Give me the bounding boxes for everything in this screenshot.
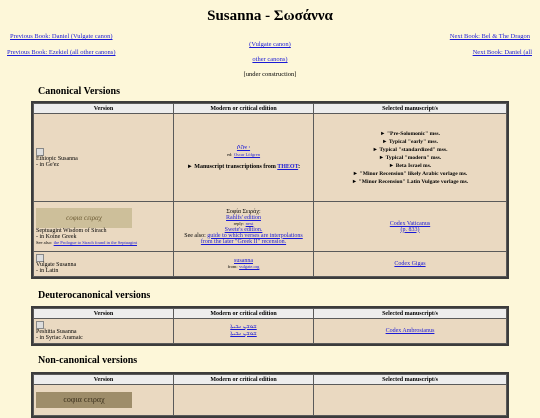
edition-cell bbox=[174, 252, 313, 276]
version-cell bbox=[34, 319, 173, 343]
vulgate-canon-link[interactable]: (Vulgate canon) bbox=[249, 41, 291, 48]
arrow-right-icon: ► bbox=[186, 164, 193, 170]
other-canons-link[interactable]: other canons) bbox=[252, 56, 288, 63]
next-book-daniel-link[interactable]: Next Book: Daniel (all bbox=[472, 49, 532, 56]
transcriptions-label: Manuscript transcriptions from bbox=[194, 164, 276, 170]
table-row bbox=[34, 202, 506, 251]
list-item[interactable] bbox=[316, 179, 504, 185]
section-heading-noncanonical: Non-canonical versions bbox=[38, 355, 138, 366]
arrow-right-icon: ► bbox=[378, 154, 385, 161]
see-also-label: See also: bbox=[36, 239, 53, 245]
header-version: Version bbox=[34, 309, 173, 318]
greek-ii-recension-link[interactable]: from the later "Greek II" recension. bbox=[200, 238, 287, 245]
table-row bbox=[34, 114, 506, 201]
header-version: Version bbox=[34, 104, 173, 113]
peshitta-edition-link[interactable]: ܫܘܫܢ ܢܒܝܬܐ bbox=[230, 324, 257, 330]
ethiopic-edition-link[interactable]: ሶስና ፡ bbox=[236, 145, 251, 151]
edition-cell bbox=[174, 385, 313, 415]
list-item[interactable] bbox=[316, 171, 504, 177]
manuscript-label: "Minor Recension" likely Arabic vorlage ms. bbox=[359, 170, 468, 177]
edition-cell bbox=[174, 202, 313, 251]
header-manuscripts: Selected manuscript/s bbox=[314, 375, 506, 384]
list-item[interactable] bbox=[316, 147, 504, 153]
edition-source-label: ed: bbox=[226, 152, 233, 157]
vulgate-org-link[interactable]: vulgate.org bbox=[239, 264, 260, 269]
manuscript-label: Beta Israel ms. bbox=[395, 162, 432, 169]
broken-image-icon bbox=[36, 148, 44, 156]
codex-vaticanus-link[interactable]: Codex Vaticanus bbox=[389, 220, 431, 227]
manuscript-thumbnail: ϲοφια ϲειραχ bbox=[36, 392, 132, 408]
peshitta-edition-source-link[interactable]: ܫܘܫܢ ܢܒܝܬܐ bbox=[230, 331, 257, 337]
version-language: - in Syriac Aramaic bbox=[36, 335, 83, 341]
reply-label: reply: bbox=[233, 220, 245, 226]
swete-link[interactable]: Swete's edition. bbox=[224, 226, 263, 233]
section-heading-deuterocanonical: Deuterocanonical versions bbox=[38, 290, 151, 301]
header-manuscripts: Selected manuscript/s bbox=[314, 104, 506, 113]
version-cell bbox=[34, 252, 173, 276]
arrow-right-icon: ► bbox=[380, 130, 386, 137]
arrow-right-icon: ► bbox=[381, 138, 388, 145]
codex-gigas-link[interactable]: Codex Gigas bbox=[394, 261, 426, 267]
broken-image-icon bbox=[36, 254, 44, 262]
manuscript-label: Typical "standardized" mss. bbox=[379, 146, 448, 153]
list-item[interactable] bbox=[316, 139, 504, 145]
codex-vaticanus-page-link[interactable]: (p. 833) bbox=[400, 226, 420, 233]
version-name: Septuagint Wisdom of Sirach bbox=[36, 227, 107, 234]
arrow-right-icon: ► bbox=[372, 146, 379, 153]
manuscripts-cell bbox=[314, 114, 506, 201]
list-item[interactable] bbox=[316, 131, 504, 137]
edition-from-label: from: bbox=[227, 264, 238, 269]
edition-title: Σοφία Σειράχ: bbox=[226, 208, 261, 215]
arrow-right-icon: ► bbox=[352, 170, 359, 177]
rahlfs-link[interactable]: Rahlfs' edition bbox=[226, 214, 261, 221]
page-title: Susanna - Σωσάννα bbox=[207, 8, 333, 24]
header-version: Version bbox=[34, 375, 173, 384]
list-item[interactable] bbox=[316, 155, 504, 161]
under-construction-note: [under construction] bbox=[243, 71, 297, 78]
manuscripts-cell bbox=[314, 385, 506, 415]
version-language: - in Ge'ez bbox=[36, 161, 60, 168]
header-edition: Modern or critical edition bbox=[174, 104, 313, 113]
manuscripts-cell bbox=[314, 202, 506, 251]
table-row bbox=[34, 252, 506, 276]
arrow-right-icon: ► bbox=[388, 162, 395, 169]
noncanonical-versions-table bbox=[31, 372, 509, 418]
prev-book-daniel-link[interactable]: Previous Book: Daniel (Vulgate canon) bbox=[10, 33, 113, 40]
interpolations-guide-link[interactable]: guide to which verses are interpolations bbox=[207, 232, 303, 239]
see-also-edition-label: See also: bbox=[184, 232, 206, 239]
header-manuscripts: Selected manuscript/s bbox=[314, 309, 506, 318]
edition-source-link[interactable]: Oscar Löfgren bbox=[233, 152, 261, 157]
next-book-bel-link[interactable]: Next Book: Bel & The Dragon bbox=[449, 33, 530, 40]
edition-cell bbox=[174, 319, 313, 343]
header-edition: Modern or critical edition bbox=[174, 309, 313, 318]
manuscripts-cell bbox=[314, 252, 506, 276]
version-name: Vulgate Susanna bbox=[36, 262, 77, 268]
prev-book-ezekiel-link[interactable]: Previous Book: Ezekiel (all other canons) bbox=[7, 49, 116, 56]
version-language: - in Latin bbox=[36, 268, 59, 274]
manuscript-label: "Pre-Solomonic" mss. bbox=[386, 130, 440, 137]
manuscript-label: Typical "modern" mss. bbox=[385, 154, 442, 161]
version-name: Peshitta Susanna bbox=[36, 329, 77, 335]
version-name: Ethiopic Susanna bbox=[36, 155, 78, 162]
canonical-versions-table bbox=[31, 101, 509, 279]
version-cell bbox=[34, 202, 173, 251]
section-heading-canonical: Canonical Versions bbox=[38, 86, 120, 97]
broken-image-icon bbox=[36, 321, 44, 329]
codex-ambrosianus-link[interactable]: Codex Ambrosianus bbox=[385, 328, 435, 334]
manuscript-thumbnail: ϲοφια ϲειραχ bbox=[36, 208, 132, 228]
version-cell bbox=[34, 385, 173, 415]
table-row bbox=[34, 319, 506, 343]
edition-cell bbox=[174, 114, 313, 201]
reply-link[interactable]: next bbox=[245, 220, 254, 226]
theot-link[interactable]: THEOT bbox=[277, 164, 299, 170]
arrow-right-icon: ► bbox=[351, 178, 358, 185]
transcriptions-colon: : bbox=[298, 164, 301, 170]
deuterocanonical-versions-table bbox=[31, 306, 509, 346]
list-item[interactable] bbox=[316, 163, 504, 169]
manuscript-label: "Minor Recension" Latin Vulgate vorlage ms. bbox=[358, 178, 469, 185]
version-language: - in Koine Greek bbox=[36, 233, 77, 240]
header-edition: Modern or critical edition bbox=[174, 375, 313, 384]
vulgate-edition-link[interactable]: susanna bbox=[234, 258, 253, 264]
manuscript-label: Typical "early" mss. bbox=[388, 138, 438, 145]
version-cell bbox=[34, 114, 173, 201]
table-row bbox=[34, 385, 506, 415]
prologue-link[interactable]: the Prologue to Sirach found in the Septuagint bbox=[53, 239, 137, 245]
manuscripts-cell bbox=[314, 319, 506, 343]
